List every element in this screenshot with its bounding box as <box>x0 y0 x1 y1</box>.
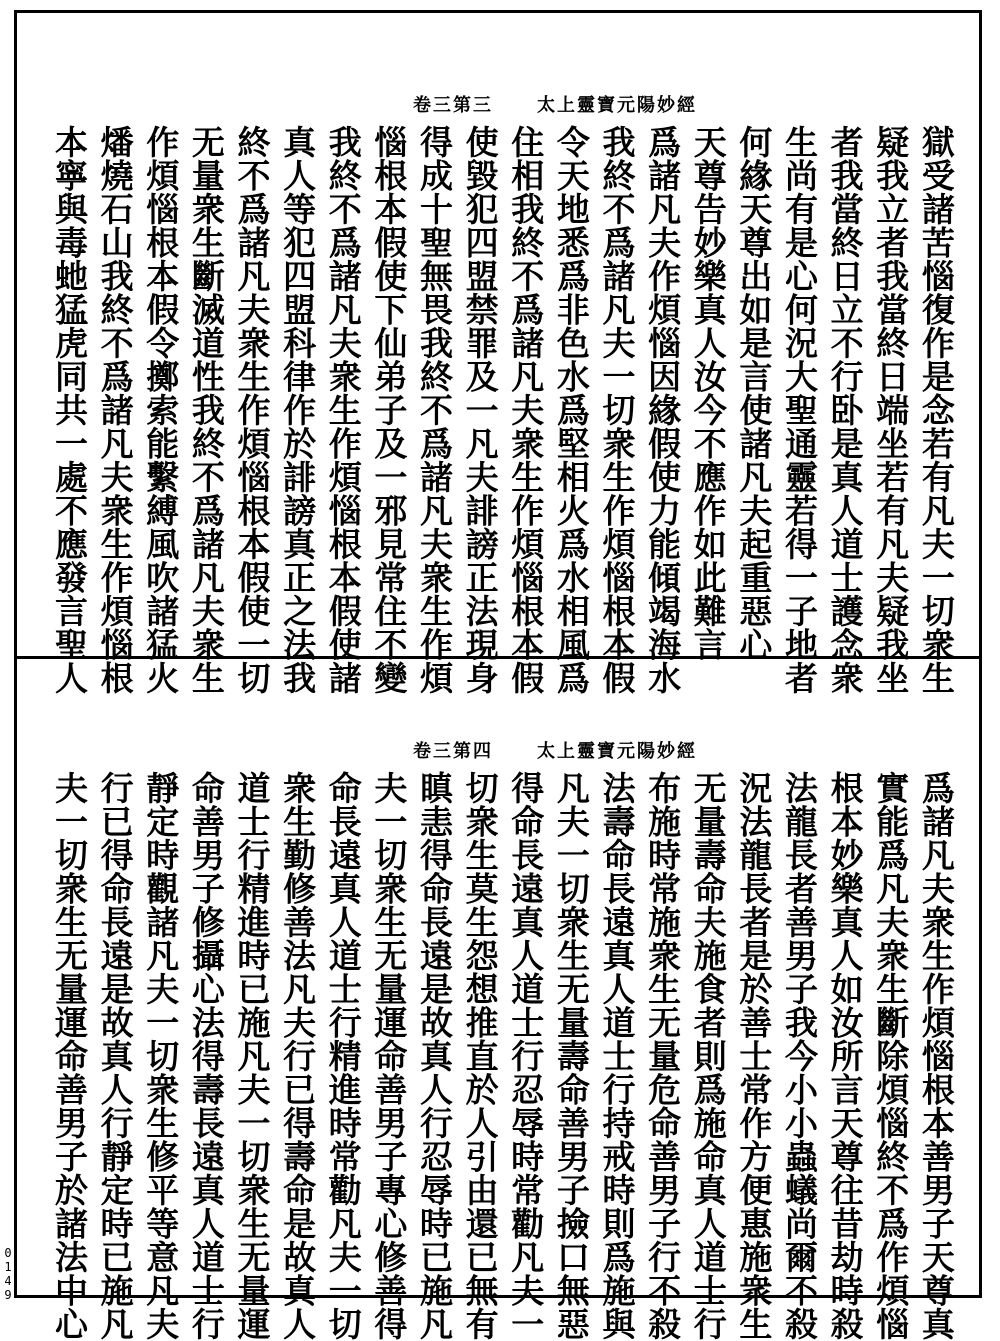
lower-sutra-title: 太上靈寶元陽妙經 <box>537 741 697 762</box>
text-column: 終不爲諸凡夫衆生作煩惱根本假使一切 <box>232 125 272 695</box>
text-column: 靜定時觀諸凡夫一切衆生修平等意凡夫 <box>141 771 181 1341</box>
text-column: 疑我立者我當終日端坐若有凡夫疑我坐 <box>871 125 911 695</box>
text-column: 夫一切衆生无量運命善男子於諸法中心 <box>50 771 89 1341</box>
page-frame <box>14 10 982 1341</box>
lower-page <box>17 659 979 1341</box>
text-column: 布施時常施衆生无量危命善男子行不殺 <box>643 771 683 1341</box>
text-column: 无量壽命夫施食者則爲施命真人道士行 <box>688 771 728 1341</box>
text-column: 命善男子修攝心法得壽長遠真人道士行 <box>186 771 226 1341</box>
text-column: 作煩惱根本假令擲索能繫縛風吹諸猛火 <box>141 125 181 695</box>
text-column: 得命長遠真人道士行忍辱時常勸凡夫一 <box>506 771 546 1341</box>
text-column: 真人等犯四盟科律作於誹謗真正之法我 <box>278 125 318 695</box>
page-number: 0149 <box>1 1246 15 1302</box>
text-column: 者我當終日立不行卧是真人道士護念衆 <box>825 125 865 695</box>
text-column: 瞋恚得命長遠是故真人行忍辱時已施凡 <box>415 771 454 1341</box>
text-column: 无量衆生斷滅道性我終不爲諸凡夫衆生 <box>186 125 226 695</box>
text-column: 況法龍長者是於善士常作方便惠施衆生 <box>734 771 774 1341</box>
lower-juan-label: 卷三第四 <box>413 741 493 762</box>
text-column: 法龍長者善男子我今小小蟲蟻尚爾不殺 <box>780 771 819 1341</box>
text-column: 生尚有是心何況大聖通靈若得一子地者 <box>780 125 819 695</box>
lower-text-columns <box>50 771 956 1341</box>
text-column: 令天地悉爲非色水爲堅相火爲水相風爲 <box>551 125 591 695</box>
text-column: 夫一切衆生无量運命善男子專心修善得 <box>369 771 409 1341</box>
text-column: 根本妙樂真人如汝所言天尊往昔劫時殺 <box>825 771 865 1341</box>
text-column: 何緣天尊出如是言使諸凡夫起重惡心 <box>734 125 774 661</box>
text-column: 燔燒石山我終不爲諸凡夫衆生作煩惱根 <box>95 125 135 695</box>
text-column: 行已得命長遠是故真人行靜定時已施凡 <box>95 771 135 1341</box>
text-column: 使毀犯四盟禁罪及一凡夫誹謗正法現身 <box>460 125 500 695</box>
upper-juan-label: 卷三第三 <box>413 95 493 116</box>
text-column: 獄受諸苦惱復作是念若有凡夫一切衆生 <box>916 125 956 695</box>
text-column: 衆生勤修善法凡夫行已得壽命是故真人 <box>278 771 318 1341</box>
text-column: 本寧與毒虵猛虎同共一處不應發言聖人 <box>50 125 89 695</box>
text-column: 得成十聖無畏我終不爲諸凡夫衆生作煩 <box>415 125 454 695</box>
text-column: 道士行精進時已施凡夫一切衆生无量運 <box>232 771 272 1341</box>
text-column: 住相我終不爲諸凡夫衆生作煩惱根本假 <box>506 125 546 695</box>
text-column: 切衆生莫生怨想推直於人引由還已無有 <box>460 771 500 1341</box>
text-column: 法壽命長遠真人道士行持戒時則爲施與 <box>597 771 637 1341</box>
text-column: 天尊告妙樂真人汝今不應作如此難言 <box>688 125 728 661</box>
text-column: 凡夫一切衆生无量壽命善男子撿口無惡 <box>551 771 591 1341</box>
text-column: 我終不爲諸凡夫衆生作煩惱根本假使諸 <box>323 125 363 695</box>
upper-page <box>17 13 979 695</box>
upper-text-columns <box>50 125 956 695</box>
text-column: 爲諸凡夫作煩惱因緣假使力能傾竭海水 <box>643 125 683 695</box>
text-column: 惱根本假使下仙弟子及一邪見常住不變 <box>369 125 409 695</box>
upper-sutra-title: 太上靈寶元陽妙經 <box>537 95 697 116</box>
text-column: 爲諸凡夫衆生作煩惱根本善男子天尊真 <box>916 771 956 1341</box>
text-column: 實能爲凡夫衆生斷除煩惱終不爲作煩惱 <box>871 771 911 1341</box>
text-column: 我終不爲諸凡夫一切衆生作煩惱根本假 <box>597 125 637 695</box>
text-column: 命長遠真人道士行精進時常勸凡夫一切 <box>323 771 363 1341</box>
